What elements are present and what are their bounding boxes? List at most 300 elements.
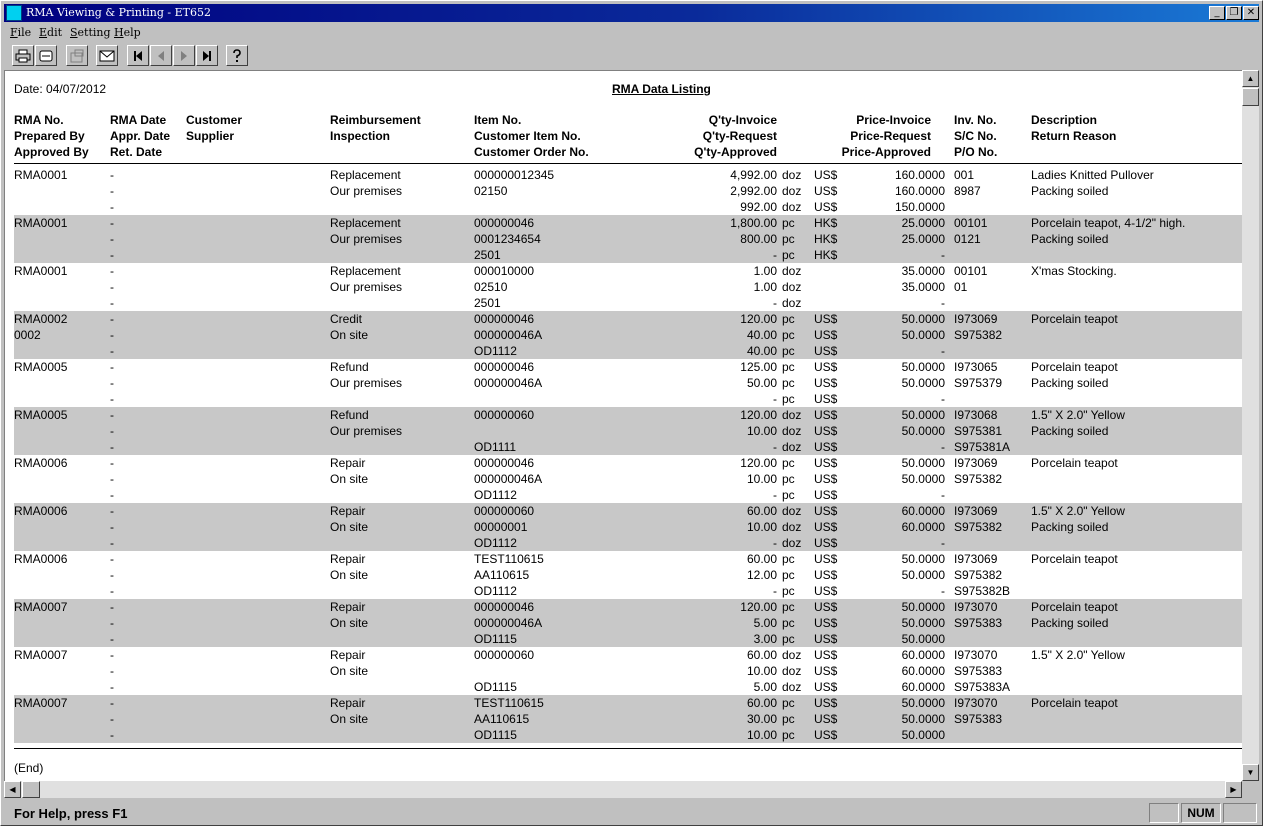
cell-rma-date: [110, 359, 180, 407]
currency-line: US$: [814, 312, 838, 326]
rma-date-line: -: [110, 504, 114, 518]
reimbursement-line: Repair: [330, 552, 366, 566]
rma-date-line: -: [110, 360, 114, 374]
cell-currency: [814, 551, 848, 599]
quantity-line: 10.00: [746, 520, 777, 534]
description-line: Packing soiled: [1031, 184, 1109, 198]
cell-rma-no: [14, 599, 106, 647]
close-button[interactable]: ✕: [1243, 6, 1259, 20]
setup-icon: [69, 49, 85, 63]
unit-line: pc: [782, 488, 795, 502]
price-line: 50.0000: [901, 696, 945, 710]
reimbursement-line: [330, 295, 470, 311]
cell-unit: [782, 455, 812, 503]
scroll-down-button[interactable]: ▼: [1242, 764, 1259, 781]
item-no-line: 000000046A: [474, 376, 543, 390]
cell-currency: [814, 263, 848, 311]
invoice-no-line: 00101: [954, 264, 988, 278]
invoice-no-line: [954, 727, 1030, 743]
scroll-corner: [1242, 781, 1259, 798]
cell-unit: [782, 359, 812, 407]
currency-line: US$: [814, 328, 838, 342]
cell-rma-date: [110, 455, 180, 503]
description-line: Porcelain teapot: [1031, 552, 1118, 566]
rma-no-line: RMA0005: [14, 408, 68, 422]
currency-line: HK$: [814, 232, 838, 246]
rma-no-line: RMA0002: [14, 312, 68, 326]
rma-no-line: [14, 471, 106, 487]
rma-date-line: -: [110, 488, 114, 502]
cell-price: [848, 647, 945, 695]
rma-no-line: RMA0006: [14, 504, 68, 518]
currency-line: US$: [814, 712, 838, 726]
first-page-button[interactable]: [127, 45, 149, 66]
price-line: -: [941, 536, 945, 550]
invoice-no-line: S975382: [954, 520, 1003, 534]
cell-reimbursement: [330, 551, 470, 599]
unit-line: doz: [782, 408, 802, 422]
cell-rma-no: [14, 647, 106, 695]
quantity-line: 800.00: [740, 232, 777, 246]
unit-line: doz: [782, 184, 802, 198]
item-no-line: TEST110615: [474, 696, 544, 710]
invoice-no-line: [954, 199, 1030, 215]
price-line: 50.0000: [901, 472, 945, 486]
status-panel-extra: [1223, 803, 1257, 823]
description-line: Packing soiled: [1031, 616, 1109, 630]
cell-unit: [782, 647, 812, 695]
currency-line: US$: [814, 728, 838, 742]
reimbursement-line: On site: [330, 616, 369, 630]
reimbursement-line: Our premises: [330, 376, 403, 390]
rma-no-line: [14, 679, 106, 695]
quantity-line: 120.00: [740, 456, 777, 470]
invoice-no-line: [954, 391, 1030, 407]
unit-line: pc: [782, 216, 795, 230]
item-no-line: 000000046: [474, 216, 535, 230]
unit-line: pc: [782, 600, 795, 614]
price-line: 150.0000: [894, 200, 945, 214]
cell-price: [848, 263, 945, 311]
price-line: -: [941, 248, 945, 262]
quantity-line: -: [773, 296, 777, 310]
header-invoice: Inv. No. S/C No. P/O No.: [954, 113, 998, 159]
quantity-line: 125.00: [740, 360, 777, 374]
price-line: 50.0000: [901, 568, 945, 582]
reimbursement-line: On site: [330, 664, 369, 678]
scroll-up-button[interactable]: ▲: [1242, 70, 1259, 87]
currency-line: [814, 279, 848, 295]
invoice-no-line: S975382B: [954, 584, 1011, 598]
cell-reimbursement: [330, 503, 470, 551]
rma-no-line: [14, 439, 106, 455]
last-page-button[interactable]: [196, 45, 218, 66]
description-line: [1031, 439, 1241, 455]
table-row: [14, 551, 1242, 599]
invoice-no-line: 8987: [954, 184, 981, 198]
rma-no-line: 0002: [14, 328, 41, 342]
price-line: 60.0000: [901, 664, 945, 678]
description-line: X'mas Stocking.: [1031, 264, 1117, 278]
unit-line: doz: [782, 200, 802, 214]
cell-item-no: [474, 407, 664, 455]
rma-date-line: -: [110, 616, 114, 630]
cell-invoice-no: [954, 647, 1030, 695]
cell-reimbursement: [330, 455, 470, 503]
price-line: -: [941, 392, 945, 406]
currency-line: US$: [814, 664, 838, 678]
currency-line: US$: [814, 392, 838, 406]
item-no-line: OD1111: [474, 440, 517, 454]
unit-line: pc: [782, 616, 795, 630]
item-no-line: 000000012345: [474, 168, 555, 182]
setup-button[interactable]: [66, 45, 88, 66]
cell-currency: [814, 215, 848, 263]
next-page-button[interactable]: [173, 45, 195, 66]
cell-price: [848, 311, 945, 359]
cell-description: [1031, 215, 1241, 263]
price-line: 50.0000: [901, 328, 945, 342]
invoice-no-line: S975382: [954, 568, 1003, 582]
price-line: 50.0000: [901, 728, 945, 742]
quantity-line: -: [773, 488, 777, 502]
cell-quantity: [665, 455, 777, 503]
reimbursement-line: [330, 199, 470, 215]
menu-help[interactable]: Help: [114, 26, 141, 39]
invoice-no-line: [954, 343, 1030, 359]
currency-line: US$: [814, 472, 838, 486]
unit-line: doz: [782, 504, 802, 518]
price-line: -: [941, 296, 945, 310]
item-no-line: OD1115: [474, 680, 517, 694]
cell-description: [1031, 503, 1241, 551]
cell-description: [1031, 167, 1241, 215]
cell-rma-no: [14, 407, 106, 455]
unit-line: pc: [782, 552, 795, 566]
header-rma: RMA No. Prepared By Approved By: [14, 113, 89, 159]
header-qty: Q'ty-Invoice Q'ty-Request Q'ty-Approved: [694, 113, 777, 159]
unit-line: pc: [782, 232, 795, 246]
cell-item-no: [474, 215, 664, 263]
description-line: Packing soiled: [1031, 424, 1109, 438]
print-button[interactable]: [12, 45, 34, 66]
unit-line: doz: [782, 296, 802, 310]
cell-invoice-no: [954, 215, 1030, 263]
table-row: [14, 695, 1242, 743]
menu-edit[interactable]: Edit: [39, 26, 63, 39]
currency-line: US$: [814, 440, 838, 454]
price-line: 60.0000: [901, 680, 945, 694]
description-line: Porcelain teapot, 4-1/2" high.: [1031, 216, 1186, 230]
item-no-line: 2501: [474, 296, 501, 310]
description-line: [1031, 679, 1241, 695]
unit-line: pc: [782, 312, 795, 326]
rma-date-line: -: [110, 232, 114, 246]
item-no-line: OD1115: [474, 632, 517, 646]
unit-line: pc: [782, 712, 795, 726]
currency-line: US$: [814, 360, 838, 374]
currency-line: US$: [814, 168, 838, 182]
report-title: RMA Data Listing: [612, 82, 711, 96]
cell-currency: [814, 695, 848, 743]
description-line: Packing soiled: [1031, 232, 1109, 246]
description-line: [1031, 535, 1241, 551]
table-row: [14, 455, 1242, 503]
invoice-no-line: [954, 535, 1030, 551]
vertical-scroll-thumb[interactable]: [1242, 88, 1259, 106]
cell-invoice-no: [954, 263, 1030, 311]
description-line: Packing soiled: [1031, 376, 1109, 390]
header-reimbursement: Reimbursement Inspection: [330, 113, 421, 143]
cell-item-no: [474, 503, 664, 551]
table-row: [14, 311, 1242, 359]
item-no-line: [474, 199, 664, 215]
prev-page-icon: [154, 49, 168, 63]
cell-quantity: [665, 215, 777, 263]
cell-price: [848, 359, 945, 407]
cell-reimbursement: [330, 167, 470, 215]
description-line: 1.5" X 2.0" Yellow: [1031, 408, 1125, 422]
report-date: Date: 04/07/2012: [14, 82, 107, 96]
item-no-line: OD1112: [474, 584, 517, 598]
horizontal-scrollbar[interactable]: [4, 781, 1242, 798]
rma-date-line: -: [110, 472, 114, 486]
rma-no-line: RMA0007: [14, 600, 68, 614]
rma-no-line: [14, 183, 106, 199]
table-row: [14, 263, 1242, 311]
price-line: 50.0000: [901, 408, 945, 422]
menu-setting[interactable]: Setting: [70, 26, 111, 39]
cell-quantity: [665, 263, 777, 311]
cell-price: [848, 167, 945, 215]
cell-invoice-no: [954, 599, 1030, 647]
reimbursement-line: On site: [330, 568, 369, 582]
rma-date-line: -: [110, 632, 114, 646]
cell-rma-date: [110, 167, 180, 215]
item-no-line: 000000046A: [474, 472, 543, 486]
invoice-no-line: [954, 247, 1030, 263]
invoice-no-line: [954, 487, 1030, 503]
reimbursement-line: Replacement: [330, 264, 401, 278]
item-no-line: 000000046A: [474, 616, 543, 630]
description-line: 1.5" X 2.0" Yellow: [1031, 648, 1125, 662]
email-button[interactable]: [96, 45, 118, 66]
unit-line: doz: [782, 264, 802, 278]
preview-button[interactable]: [35, 45, 57, 66]
cell-description: [1031, 359, 1241, 407]
cell-quantity: [665, 695, 777, 743]
quantity-line: 40.00: [746, 328, 777, 342]
description-line: Porcelain teapot: [1031, 360, 1118, 374]
item-no-line: 000000046: [474, 360, 535, 374]
reimbursement-line: [330, 343, 470, 359]
cell-unit: [782, 551, 812, 599]
invoice-no-line: S975383: [954, 712, 1003, 726]
price-line: -: [941, 488, 945, 502]
help-icon: [230, 48, 244, 64]
cell-rma-date: [110, 503, 180, 551]
rma-date-line: -: [110, 568, 114, 582]
quantity-line: 1.00: [753, 264, 777, 278]
scroll-left-button[interactable]: ◀: [4, 781, 21, 798]
invoice-no-line: S975381A: [954, 440, 1011, 454]
quantity-line: 4,992.00: [730, 168, 777, 182]
description-line: [1031, 663, 1241, 679]
cell-item-no: [474, 167, 664, 215]
rma-no-line: [14, 423, 106, 439]
vertical-scrollbar[interactable]: [1242, 70, 1259, 781]
item-no-line: 02510: [474, 280, 508, 294]
quantity-line: 10.00: [746, 472, 777, 486]
rma-date-line: -: [110, 312, 114, 326]
rma-no-line: [14, 583, 106, 599]
description-line: [1031, 327, 1241, 343]
reimbursement-line: Repair: [330, 600, 366, 614]
cell-reimbursement: [330, 311, 470, 359]
invoice-no-line: [954, 631, 1030, 647]
currency-line: US$: [814, 648, 838, 662]
unit-line: doz: [782, 536, 802, 550]
item-no-line: AA110615: [474, 712, 530, 726]
price-line: 50.0000: [901, 600, 945, 614]
quantity-line: 60.00: [746, 552, 777, 566]
reimbursement-line: Credit: [330, 312, 363, 326]
invoice-no-line: I973069: [954, 504, 998, 518]
toolbar: [4, 43, 1259, 69]
reimbursement-line: Our premises: [330, 232, 403, 246]
report-view[interactable]: [4, 70, 1242, 781]
quantity-line: 60.00: [746, 648, 777, 662]
unit-line: doz: [782, 680, 802, 694]
price-line: 50.0000: [901, 552, 945, 566]
cell-item-no: [474, 599, 664, 647]
horizontal-scroll-thumb[interactable]: [22, 781, 40, 798]
prev-page-button[interactable]: [150, 45, 172, 66]
price-line: 50.0000: [901, 632, 945, 646]
reimbursement-line: [330, 487, 470, 503]
cell-invoice-no: [954, 551, 1030, 599]
quantity-line: 3.00: [753, 632, 777, 646]
title-bar[interactable]: [4, 4, 1259, 22]
unit-line: pc: [782, 472, 795, 486]
price-line: 50.0000: [901, 712, 945, 726]
unit-line: pc: [782, 328, 795, 342]
help-button[interactable]: [226, 45, 248, 66]
rma-no-line: [14, 711, 106, 727]
rma-date-line: -: [110, 168, 114, 182]
reimbursement-line: On site: [330, 520, 369, 534]
description-line: [1031, 279, 1241, 295]
rma-no-line: RMA0005: [14, 360, 68, 374]
rma-date-line: -: [110, 520, 114, 534]
cell-currency: [814, 647, 848, 695]
description-line: Porcelain teapot: [1031, 456, 1118, 470]
unit-line: pc: [782, 696, 795, 710]
invoice-no-line: S975383A: [954, 680, 1011, 694]
rma-no-line: [14, 343, 106, 359]
description-line: [1031, 631, 1241, 647]
price-line: 35.0000: [901, 280, 945, 294]
cell-currency: [814, 503, 848, 551]
invoice-no-line: I973070: [954, 648, 998, 662]
rma-date-line: -: [110, 248, 114, 262]
currency-line: US$: [814, 552, 838, 566]
cell-unit: [782, 263, 812, 311]
currency-line: US$: [814, 408, 838, 422]
unit-line: pc: [782, 360, 795, 374]
item-no-line: OD1112: [474, 344, 517, 358]
description-line: [1031, 471, 1241, 487]
currency-line: US$: [814, 488, 838, 502]
restore-button[interactable]: ❐: [1226, 6, 1242, 20]
item-no-line: 000000060: [474, 408, 535, 422]
quantity-line: 1,800.00: [730, 216, 777, 230]
menu-file[interactable]: File: [10, 26, 32, 39]
description-line: [1031, 711, 1241, 727]
quantity-line: 5.00: [753, 680, 777, 694]
rma-date-line: -: [110, 536, 114, 550]
reimbursement-line: Repair: [330, 456, 366, 470]
minimize-button[interactable]: _: [1209, 6, 1225, 20]
rma-no-line: [14, 727, 106, 743]
rma-date-line: -: [110, 408, 114, 422]
unit-line: doz: [782, 280, 802, 294]
invoice-no-line: S975379: [954, 376, 1003, 390]
quantity-line: -: [773, 248, 777, 262]
rma-date-line: -: [110, 424, 114, 438]
table-row: [14, 503, 1242, 551]
quantity-line: -: [773, 440, 777, 454]
cell-rma-no: [14, 311, 106, 359]
item-no-line: OD1115: [474, 728, 517, 742]
currency-line: US$: [814, 456, 838, 470]
rma-date-line: -: [110, 664, 114, 678]
reimbursement-line: [330, 391, 470, 407]
reimbursement-line: Refund: [330, 408, 369, 422]
rma-no-line: RMA0007: [14, 648, 68, 662]
reimbursement-line: Refund: [330, 360, 369, 374]
description-line: Porcelain teapot: [1031, 312, 1118, 326]
cell-price: [848, 599, 945, 647]
rma-date-line: -: [110, 328, 114, 342]
scroll-right-button[interactable]: ▶: [1225, 781, 1242, 798]
header-date: RMA Date Appr. Date Ret. Date: [110, 113, 171, 159]
item-no-line: [474, 663, 664, 679]
invoice-no-line: I973065: [954, 360, 998, 374]
menu-bar: [4, 23, 1259, 42]
item-no-line: OD1112: [474, 536, 517, 550]
invoice-no-line: S975383: [954, 616, 1003, 630]
reimbursement-line: Our premises: [330, 280, 403, 294]
unit-line: pc: [782, 376, 795, 390]
cell-currency: [814, 599, 848, 647]
preview-icon: [38, 49, 54, 63]
currency-line: HK$: [814, 248, 838, 262]
cell-rma-no: [14, 167, 106, 215]
invoice-no-line: S975381: [954, 424, 1003, 438]
quantity-line: -: [773, 536, 777, 550]
report-end: (End): [14, 761, 44, 775]
price-line: 50.0000: [901, 312, 945, 326]
status-panel-empty: [1149, 803, 1179, 823]
currency-line: US$: [814, 696, 838, 710]
price-line: 50.0000: [901, 616, 945, 630]
cell-rma-no: [14, 359, 106, 407]
quantity-line: 60.00: [746, 696, 777, 710]
rma-no-line: [14, 199, 106, 215]
rma-no-line: [14, 247, 106, 263]
cell-item-no: [474, 551, 664, 599]
